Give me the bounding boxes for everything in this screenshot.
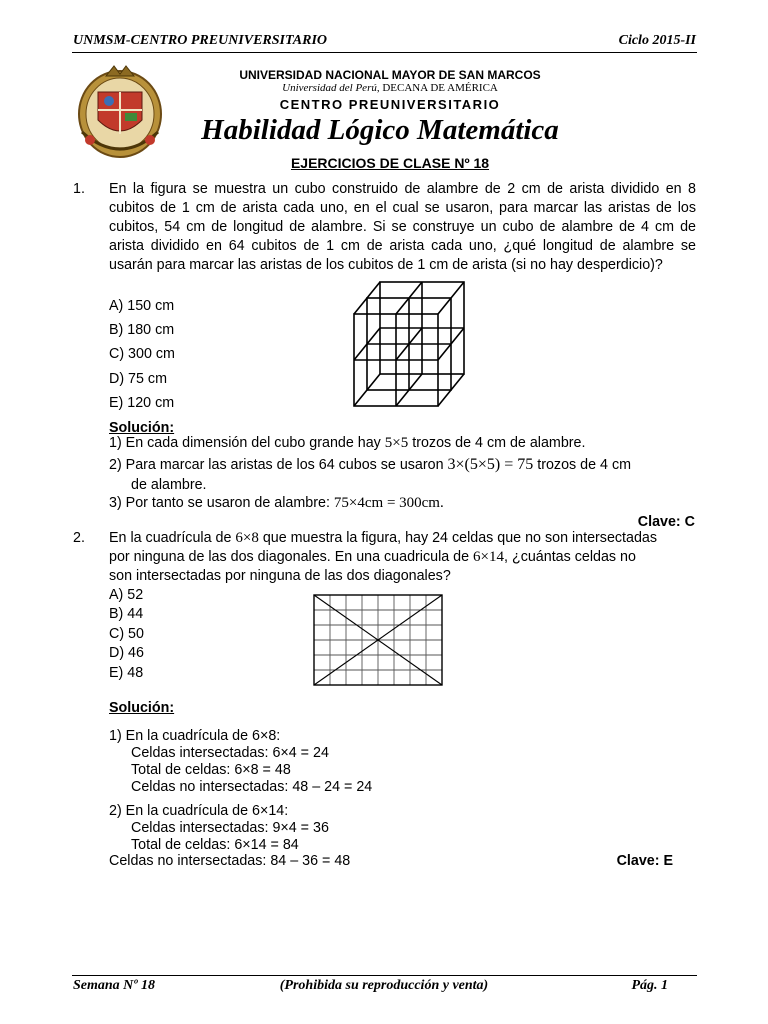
grid-diagonals-figure [313,594,444,686]
p2-line2-math: 6×14 [473,549,505,565]
problem2-line1 [109,529,699,548]
exercise-title: EJERCICIOS DE CLASE Nº 18 [290,155,490,171]
step1-text-end: trozos de 4 cm de alambre. [408,435,586,451]
option-d: D) 75 cm [109,371,167,387]
university-subtitle-rest: , DECANA DE AMÉRICA [376,82,498,94]
problem1-step2-cont: de alambre. [131,477,207,493]
problem2-answer: Clave: E [616,853,673,869]
step2-text: 2) Para marcar las aristas de los 64 cubos se usaron [109,457,448,473]
header-rule [72,52,697,53]
problem2-line2 [109,548,699,567]
p2-line2-text-end: , ¿cuántas celdas no [504,549,636,565]
p2-sol-b-0: 2) En la cuadrícula de 6×14: [109,803,289,819]
problem1-step3 [109,494,444,513]
p2-line1-math: 6×8 [235,530,259,546]
p2-line1-text: En la cuadrícula de [109,530,236,546]
problem1-number: 1. [73,181,85,197]
step3-text: 3) Por tanto se usaron de alambre: [109,495,334,511]
option-e: E) 120 cm [109,395,175,411]
p2-sol-a-3: Celdas no intersectadas: 48 – 24 = 24 [131,779,373,795]
header-right: Ciclo 2015-II [618,33,696,48]
step2-text-end: trozos de 4 cm [533,457,631,473]
p2-sol-a-1: Celdas intersectadas: 6×4 = 24 [131,745,329,761]
step3-math: 75×4cm = 300cm. [333,495,444,511]
option-b: B) 180 cm [109,322,175,338]
p2-sol-a-2: Total de celdas: 6×8 = 48 [131,762,291,778]
p2-option-b: B) 44 [109,606,144,622]
p2-sol-b-2: Total de celdas: 6×14 = 84 [131,837,299,853]
p2-line1-text-end: que muestra la figura, hay 24 celdas que no son intersectadas [258,530,658,546]
step1-text: 1) En cada dimensión del cubo grande hay [109,435,385,451]
step1-math: 5×5 [384,435,409,451]
footer-center: (Prohibida su reproducción y venta) [279,978,489,993]
university-subtitle-italic: Universidad del Perú [282,82,377,94]
center-name: CENTRO PREUNIVERSITARIO [279,97,501,112]
problem1-step2 [109,455,631,475]
option-a: A) 150 cm [109,298,175,314]
footer-rule [72,975,697,976]
university-name: UNIVERSIDAD NACIONAL MAYOR DE SAN MARCOS [239,68,541,82]
p2-sol-a-0: 1) En la cuadrícula de 6×8: [109,728,281,744]
p2-option-e: E) 48 [109,665,144,681]
problem1-step1 [109,434,585,453]
problem2-solution-label: Solución: [109,700,175,716]
footer-left: Semana Nº 18 [73,978,155,993]
wire-cube-figure [350,278,470,410]
problem2-line3: son intersectadas por ninguna de las dos diagonales? [109,568,451,584]
problem2-number: 2. [73,530,85,546]
p2-option-c: C) 50 [109,626,144,642]
university-subtitle [180,82,600,94]
p2-sol-b-1: Celdas intersectadas: 9×4 = 36 [131,820,329,836]
header-left: UNMSM-CENTRO PREUNIVERSITARIO [73,33,328,48]
course-title: Habilidad Lógico Matemática [201,114,559,146]
problem1-statement: En la figura se muestra un cubo construido de alambre de 2 cm de arista dividido en 8 cubitos de 1 cm de arista cada uno, en el cual se usaron, para marcar las aristas de los cubitos, 54 cm de longitud de alambre. Si se construye un cubo de alambre de 4 cm de arista dividido en 64 cubitos de 1 cm de arista cada uno, ¿qué longitud de alambre se usarán para marcar las aristas de los cubitos de 1 cm de arista (si no hay desperdicio)? [109,181,696,273]
problem1-solution-label: Solución: [109,420,175,436]
step2-math: 3×(5×5) = 75 [447,456,534,473]
p2-line2-text: por ninguna de las dos diagonales. En una cuadricula de [109,549,474,565]
p2-option-d: D) 46 [109,645,144,661]
problem1-answer: Clave: C [637,514,695,530]
p2-sol-final: Celdas no intersectadas: 84 – 36 = 48 [109,853,351,869]
option-c: C) 300 cm [109,346,175,362]
university-seal-icon [68,62,172,160]
p2-option-a: A) 52 [109,587,144,603]
footer-right: Pág. 1 [631,978,668,993]
